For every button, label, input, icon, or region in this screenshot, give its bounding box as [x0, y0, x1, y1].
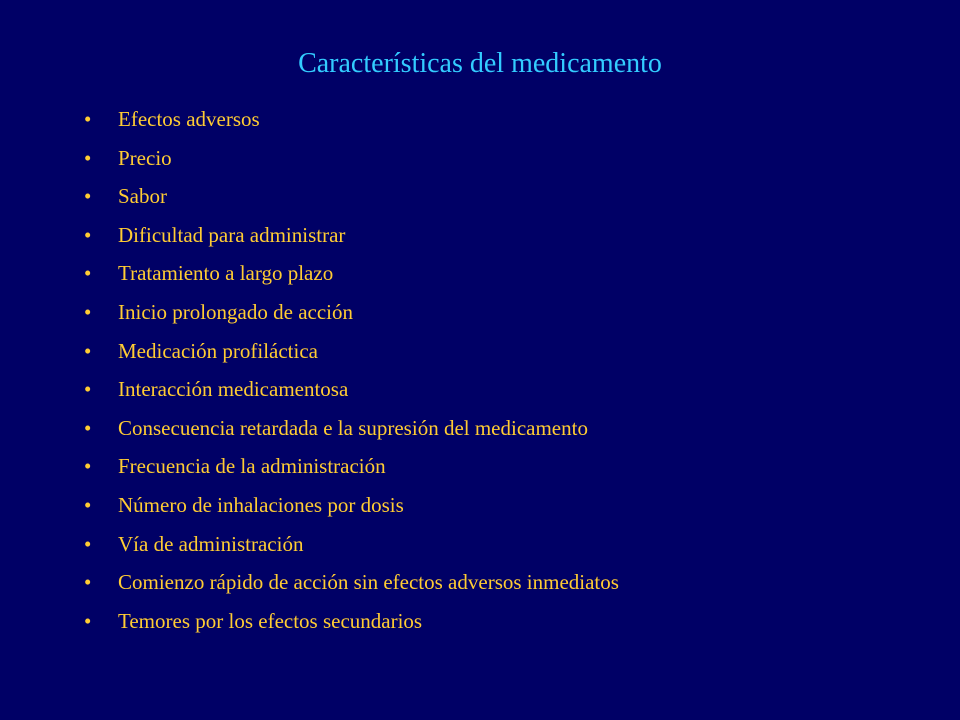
bullet-icon: •	[84, 338, 92, 363]
bullet-icon: •	[84, 570, 92, 595]
list-item-text: Vía de administración	[118, 531, 304, 556]
bullet-icon: •	[84, 415, 92, 440]
list-item-text: Inicio prolongado de acción	[118, 299, 353, 324]
bullet-icon: •	[84, 377, 92, 402]
list-item-text: Precio	[118, 145, 172, 170]
list-item-text: Temores por los efectos secundarios	[118, 608, 423, 633]
list-item-text: Sabor	[118, 184, 167, 209]
bullet-icon: •	[84, 608, 92, 633]
list-item-text: Comienzo rápido de acción sin efectos adversos inmediatos	[118, 570, 619, 595]
bullet-icon: •	[84, 299, 92, 324]
bullet-icon: •	[84, 454, 92, 479]
slide-title: Características del medicamento	[298, 48, 662, 79]
bullet-icon: •	[84, 107, 92, 131]
list-item-text: Frecuencia de la administración	[118, 454, 386, 479]
bullet-icon: •	[84, 184, 92, 209]
list-item-text: Medicación profiláctica	[118, 338, 318, 363]
list-item-text: Consecuencia retardada e la supresión del medicamento	[118, 415, 588, 440]
list-item-text: Número de inhalaciones por dosis	[118, 492, 404, 517]
bullet-icon: •	[84, 261, 92, 286]
list-item-text: Efectos adversos	[118, 107, 260, 131]
bullet-icon: •	[84, 492, 92, 517]
bullet-icon: •	[84, 531, 92, 556]
bullet-icon: •	[84, 222, 92, 247]
list-item-text: Interacción medicamentosa	[118, 377, 349, 402]
bullet-icon: •	[84, 145, 92, 170]
list-item-text: Dificultad para administrar	[118, 222, 346, 247]
list-item-text: Tratamiento a largo plazo	[118, 261, 334, 286]
